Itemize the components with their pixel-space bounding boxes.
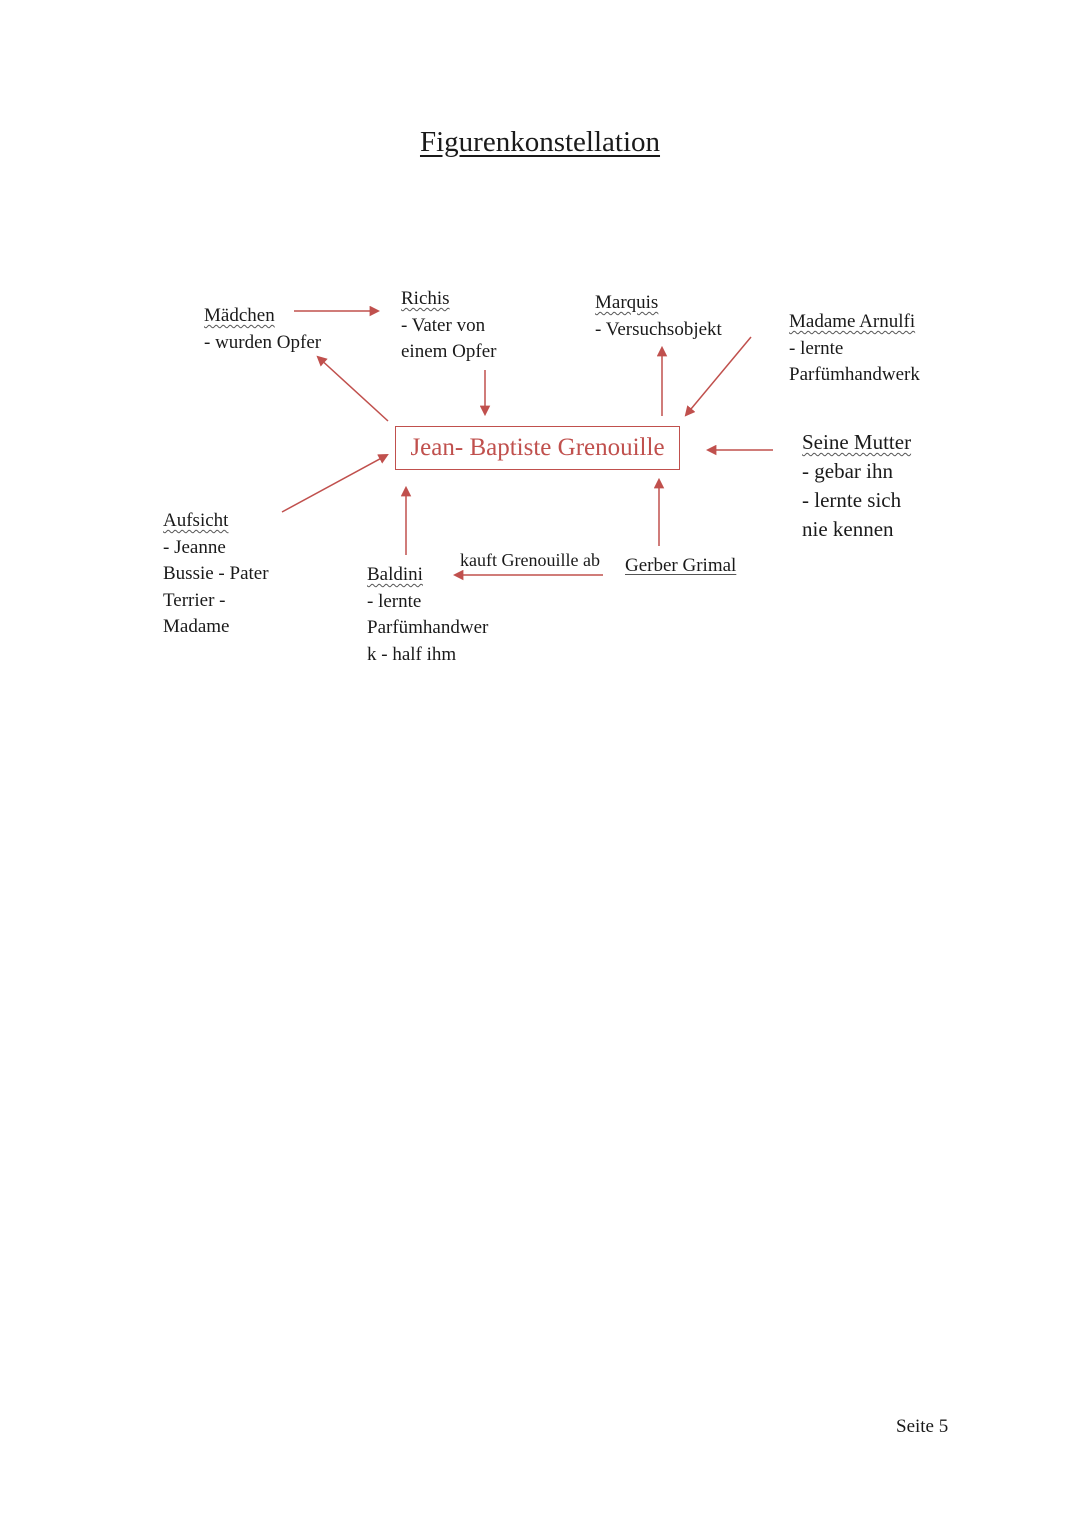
- node-name: Seine Mutter: [802, 430, 912, 454]
- node-line: - wurden Opfer: [204, 331, 322, 353]
- node-name: Aufsicht: [163, 510, 229, 531]
- node-line: nie kennen: [802, 517, 894, 541]
- node-line: - lernte sich: [802, 488, 902, 512]
- node-line: - gebar ihn: [802, 459, 893, 483]
- node-baldini: [367, 562, 488, 668]
- node-name: Madame Arnulfi: [789, 311, 916, 332]
- node-line: - Versuchsobjekt: [595, 318, 722, 340]
- node-richis: [401, 286, 496, 366]
- node-line: Madame: [163, 616, 230, 637]
- node-gerber-grimal: [625, 553, 736, 580]
- node-line: - Vater von: [401, 314, 486, 336]
- node-line: - lernte: [367, 590, 422, 612]
- node-name: Baldini: [367, 564, 423, 585]
- node-marquis: [595, 290, 722, 343]
- node-line: einem Opfer: [401, 341, 497, 362]
- node-madame-arnulfi: [789, 309, 920, 389]
- center-node-grenouille: Jean- Baptiste Grenouille: [395, 426, 680, 470]
- node-line: - Jeanne: [163, 536, 226, 558]
- node-line: Bussie - Pater: [163, 563, 269, 584]
- node-line: Parfümhandwer: [367, 617, 489, 638]
- node-line: Parfümhandwerk: [789, 364, 920, 385]
- node-name: Mädchen: [204, 305, 275, 326]
- edge-label-kauft: kauft Grenouille ab: [460, 550, 600, 570]
- node-seine-mutter: [802, 428, 911, 544]
- node-aufsicht: [163, 508, 269, 641]
- node-name: Gerber Grimal: [625, 555, 737, 576]
- arrow-center-to-maedchen: [318, 357, 388, 421]
- node-line: Terrier -: [163, 589, 226, 611]
- page-title: Figurenkonstellation: [419, 126, 661, 158]
- node-maedchen: [204, 303, 321, 356]
- node-line: k - half ihm: [367, 643, 457, 665]
- arrow-aufsicht-to-center: [282, 455, 387, 512]
- node-name: Marquis: [595, 292, 659, 313]
- node-name: Richis: [401, 288, 450, 309]
- page-number: Seite 5: [896, 1416, 949, 1437]
- arrow-arnulfi-to-center: [686, 337, 751, 415]
- node-line: - lernte: [789, 337, 844, 359]
